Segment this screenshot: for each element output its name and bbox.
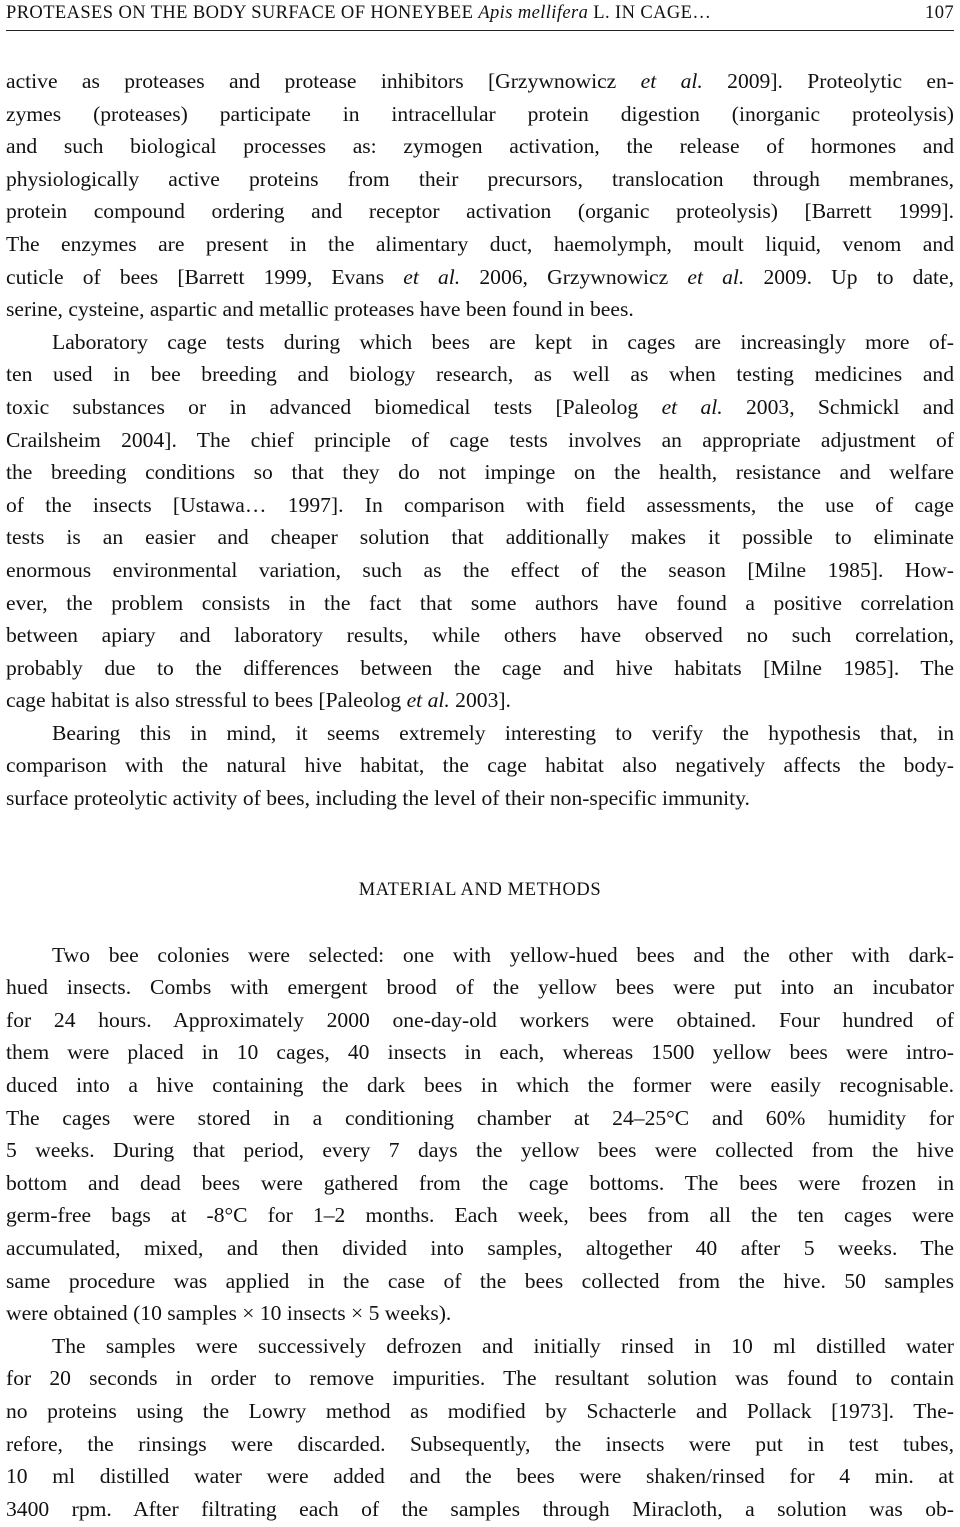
text-line bbox=[6, 587, 954, 620]
text-line bbox=[6, 1428, 954, 1461]
text-line bbox=[6, 939, 954, 972]
paragraph-colonies bbox=[6, 939, 954, 1330]
text-run: ever, the problem consists in the fact that some authors have found a positive correlation bbox=[6, 590, 954, 615]
text-line bbox=[6, 293, 954, 326]
text-line bbox=[6, 554, 954, 587]
text-line bbox=[6, 1460, 954, 1493]
text-run: physiologically active proteins from their precursors, translocation through membranes, bbox=[6, 166, 954, 191]
running-title-species: Apis mellifera bbox=[478, 3, 589, 23]
text-line bbox=[6, 163, 954, 196]
text-run: 2006, Grzywnowicz bbox=[460, 264, 688, 289]
text-line bbox=[6, 1134, 954, 1167]
text-run: The enzymes are present in the alimentary duct, haemolymph, moult liquid, venom and bbox=[6, 231, 954, 256]
text-line bbox=[6, 1265, 954, 1298]
text-line bbox=[6, 130, 954, 163]
text-run: accumulated, mixed, and then divided into samples, altogether 40 after 5 weeks. The bbox=[6, 1236, 954, 1260]
text-run: them were placed in 10 cages, 40 insects in each, whereas 1500 yellow bees were intro- bbox=[6, 1040, 954, 1065]
text-line bbox=[6, 358, 954, 391]
italic-text: et al. bbox=[406, 688, 450, 713]
text-run: germ-free bags at -8°C for 1–2 months. Each week, bees from all the ten cages were bbox=[6, 1203, 954, 1228]
text-run: no proteins using the Lowry method as modified by Schacterle and Pollack [1973]. The- bbox=[6, 1398, 954, 1423]
text-line bbox=[6, 1493, 954, 1526]
text-run: 2009. Up to date, bbox=[744, 264, 955, 289]
text-line bbox=[6, 195, 954, 228]
text-line bbox=[6, 326, 954, 359]
text-run: The cages were stored in a conditioning chamber at 24–25°C and 60% humidity for bbox=[6, 1105, 954, 1130]
text-line bbox=[6, 652, 954, 685]
text-run: The samples were successively defrozen and initially rinsed in 10 ml distilled water bbox=[52, 1333, 954, 1358]
text-line bbox=[6, 971, 954, 1004]
text-run: tests is an easier and cheaper solution that additionally makes it possible to eliminate bbox=[6, 525, 954, 550]
text-run: for 20 seconds in order to remove impurities. The resultant solution was found to contain bbox=[6, 1366, 954, 1391]
text-line bbox=[6, 782, 954, 815]
text-line bbox=[6, 1167, 954, 1200]
text-run: refore, the rinsings were discarded. Subsequently, the insects were put in test tubes, bbox=[6, 1431, 954, 1456]
text-run: cuticle of bees [Barrett 1999, Evans bbox=[6, 264, 404, 289]
paragraph-cage-tests bbox=[6, 326, 954, 717]
italic-text: et al. bbox=[403, 264, 461, 289]
italic-text: et al. bbox=[661, 394, 723, 419]
section-heading: MATERIAL AND METHODS bbox=[358, 879, 602, 900]
text-run: serine, cysteine, aspartic and metallic proteases have been found in bees. bbox=[6, 297, 634, 322]
text-line bbox=[6, 1036, 954, 1069]
text-line bbox=[6, 1297, 954, 1330]
text-run: probably due to the differences between the cage and hive habitats [Milne 1985]. The bbox=[6, 655, 954, 680]
running-header bbox=[6, 0, 954, 28]
text-run: same procedure was applied in the case of the bees collected from the hive. 50 samples bbox=[6, 1268, 954, 1293]
text-run: ten used in bee breeding and biology research, as well as when testing medicines and bbox=[6, 362, 954, 387]
text-run: enormous environmental variation, such as the effect of the season [Milne 1985]. How- bbox=[6, 557, 954, 582]
text-run: Laboratory cage tests during which bees are kept in cages are increasingly more of- bbox=[52, 329, 954, 354]
running-title bbox=[6, 0, 711, 26]
text-line bbox=[6, 619, 954, 652]
text-line bbox=[6, 424, 954, 457]
text-line bbox=[6, 1199, 954, 1232]
text-run: zymes (proteases) participate in intracellular protein digestion (inorganic proteolysis) bbox=[6, 101, 954, 126]
text-line bbox=[6, 228, 954, 261]
text-run: 2003]. bbox=[449, 688, 511, 713]
text-run: comparison with the natural hive habitat, the cage habitat also negatively affects the body- bbox=[6, 753, 954, 778]
text-line bbox=[6, 391, 954, 424]
text-run: 2003, Schmickl and bbox=[722, 394, 954, 419]
text-run: between apiary and laboratory results, while others have observed no such correlation, bbox=[6, 623, 954, 648]
text-line bbox=[6, 1362, 954, 1395]
text-line bbox=[6, 489, 954, 522]
text-line bbox=[6, 65, 954, 98]
text-line bbox=[6, 749, 954, 782]
text-run: 2009]. Proteolytic en- bbox=[702, 69, 954, 93]
text-line bbox=[6, 1102, 954, 1135]
text-line bbox=[6, 261, 954, 294]
text-run: cage habitat is also stressful to bees [Paleolog bbox=[6, 688, 407, 713]
paragraph-hypothesis bbox=[6, 717, 954, 815]
text-run: toxic substances or in advanced biomedical tests [Paleolog bbox=[6, 394, 662, 419]
paragraph-samples bbox=[6, 1330, 954, 1526]
text-run: surface proteolytic activity of bees, including the level of their non-specific immunity. bbox=[6, 786, 750, 811]
text-run: of the insects [Ustawa… 1997]. In comparison with field assessments, the use of cage bbox=[6, 492, 954, 517]
italic-text: et al. bbox=[687, 264, 745, 289]
text-line bbox=[6, 684, 954, 717]
text-run: bottom and dead bees were gathered from the cage bottoms. The bees were frozen in bbox=[6, 1170, 954, 1195]
text-run: 10 ml distilled water were added and the bees were shaken/rinsed for 4 min. at bbox=[6, 1464, 954, 1489]
text-run: duced into a hive containing the dark bees in which the former were easily recognisable. bbox=[6, 1073, 954, 1098]
text-run: the breeding conditions so that they do not impinge on the health, resistance and welfare bbox=[6, 460, 954, 485]
running-title-post: L. IN CAGE… bbox=[588, 3, 712, 23]
running-title-pre: PROTEASES ON THE BODY SURFACE OF HONEYBEE bbox=[6, 3, 479, 23]
text-run: hued insects. Combs with emergent brood of the yellow bees were put into an incubator bbox=[6, 975, 954, 1000]
text-line bbox=[6, 1330, 954, 1363]
text-line bbox=[6, 1069, 954, 1102]
text-run: Crailsheim 2004]. The chief principle of cage tests involves an appropriate adjustment of bbox=[6, 427, 954, 452]
page-number: 107 bbox=[925, 3, 954, 23]
text-line bbox=[6, 717, 954, 750]
text-run: protein compound ordering and receptor activation (organic proteolysis) [Barrett 1999]. bbox=[6, 199, 954, 224]
header-rule bbox=[6, 30, 954, 31]
text-line bbox=[6, 98, 954, 131]
text-line bbox=[6, 456, 954, 489]
text-run: Bearing this in mind, it seems extremely interesting to verify the hypothesis that, in bbox=[52, 720, 954, 745]
body-text bbox=[6, 65, 954, 1525]
text-run: and such biological processes as: zymogen activation, the release of hormones and bbox=[6, 134, 954, 159]
text-line bbox=[6, 1395, 954, 1428]
text-run: 3400 rpm. After filtrating each of the samples through Miracloth, a solution was ob- bbox=[6, 1496, 954, 1521]
text-run: Two bee colonies were selected: one with yellow-hued bees and the other with dark- bbox=[52, 942, 954, 967]
paragraph-intro bbox=[6, 65, 954, 326]
text-line bbox=[6, 521, 954, 554]
text-run: 5 weeks. During that period, every 7 days the yellow bees were collected from the hive bbox=[6, 1138, 954, 1163]
text-run: were obtained (10 samples × 10 insects × 5 weeks). bbox=[6, 1301, 452, 1326]
text-run: for 24 hours. Approximately 2000 one-day-old workers were obtained. Four hundred of bbox=[6, 1007, 954, 1032]
italic-text: et al. bbox=[640, 69, 703, 93]
text-line bbox=[6, 1232, 954, 1265]
text-run: active as proteases and protease inhibitors [Grzywnowicz bbox=[6, 69, 641, 93]
text-line bbox=[6, 1004, 954, 1037]
